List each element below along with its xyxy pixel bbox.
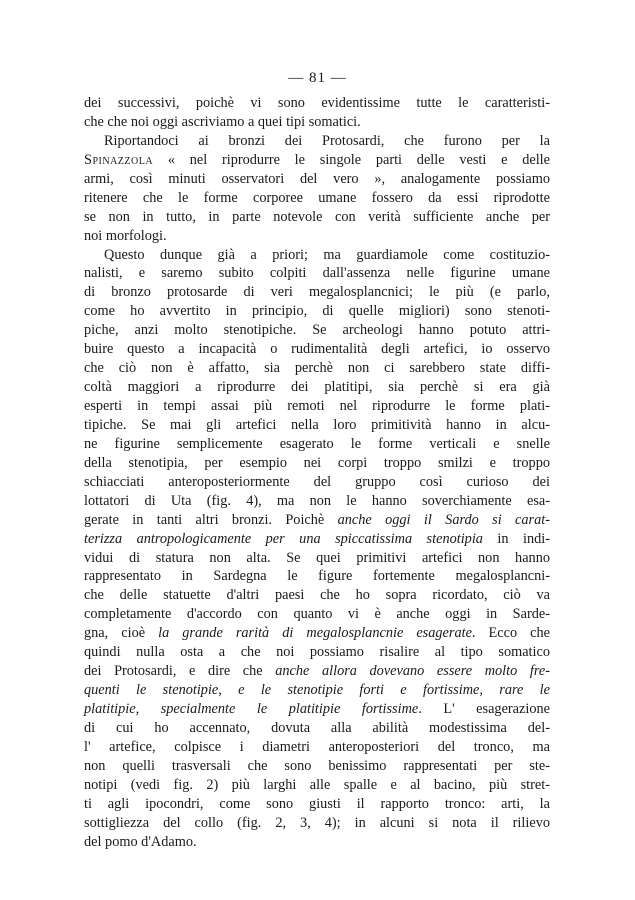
italic-phrase: quenti le stenotipie, e le stenotipie forti e fortissime, rare le [84, 682, 550, 699]
text-line: dei Protosardi, e dire che anche allora dovevano essere molto fre- [84, 663, 550, 680]
text-line: dei successivi, poichè vi sono evidentissime tutte le caratteristi- [84, 95, 550, 111]
italic-phrase: terizza antropologicamente per una spiccatissima stenotipia [84, 530, 483, 547]
text-line: di cui ho accennato, dovuta alla abilità modestissima del- [84, 719, 550, 736]
text-line: di bronzo protosarde di veri megalosplancnici; le più (e parlo, [84, 284, 550, 301]
text-line: della stenotipia, per esempio nei corpi troppo smilzi e troppo [84, 454, 550, 471]
text-line: Riportandoci ai bronzi dei Protosardi, che furono per la [104, 132, 550, 149]
text-line: come ho avvertito in principio, di quelle migliori) sono stenoti- [84, 303, 550, 320]
body-text [84, 94, 550, 852]
text-line: armi, così minuti osservatori del vero », analogamente possiamo [84, 170, 550, 187]
text-line: tipiche. Se mai gli artefici nella loro primitività hanno in alcu- [84, 416, 550, 433]
text-line: esperti in tempi assai più remoti nel riprodurre le forme plati- [84, 398, 550, 414]
author-name: Spinazzola [84, 151, 154, 168]
text-line: non quelli trasversali che sono benissimo rappresentati per ste- [84, 757, 550, 774]
page-number: — 81 — [288, 70, 347, 86]
text-line: Questo dunque già a priori; ma guardiamole come costituzio- [104, 246, 550, 263]
italic-phrase: anche allora dovevano essere molto fre- [275, 663, 550, 680]
text-line: sottigliezza del collo (fig. 2, 3, 4); in alcuni si nota il rilievo [84, 814, 550, 831]
text-line: quindi nulla osta a che noi possiamo risalire al tipo somatico [84, 644, 550, 661]
text-line: platitipie, specialmente le platitipie fortissime. L' esagerazione [84, 701, 550, 717]
text-line: che che noi oggi ascriviamo a quei tipi somatici. [84, 113, 361, 130]
text-line: vidui di statura non alta. Se quei primitivi artefici non hanno [84, 549, 550, 566]
text-line: ritenere che le forme corporee umane fossero da essi riprodotte [84, 189, 550, 206]
text-line: che delle statuette d'altri paesi che ho sopra ricordato, ciò va [84, 587, 550, 604]
text-line: rappresentato in Sardegna le figure fortemente megalosplancni- [84, 568, 550, 585]
text-line: completamente d'accordo con quanto vi è anche oggi in Sarde- [84, 606, 550, 623]
text-line: buire questo a incapacità o rudimentalità degli artefici, io osservo [84, 341, 550, 358]
text-line: notipi (vedi fig. 2) più larghi alle spalle e al bacino, più stret- [84, 776, 550, 793]
text-line: l' artefice, colpisce i diametri anteroposteriori del tronco, ma [84, 738, 550, 755]
text-line: gerate in tanti altri bronzi. Poichè anche oggi il Sardo si carat- [84, 511, 550, 528]
italic-phrase: platitipie, specialmente le platitipie fortissime [84, 701, 419, 717]
italic-phrase: la grande rarità di megalosplancnie esagerate [158, 625, 472, 642]
text-line: se non in tutto, in parte notevole con verità sufficiente anche per [84, 208, 550, 225]
text-line: gna, cioè la grande rarità di megalosplancnie esagerate. Ecco che [84, 625, 550, 642]
text-line: Spinazzola « nel riprodurre le singole parti delle vesti e delle [84, 151, 550, 168]
text-line: del pomo d'Adamo. [84, 833, 197, 850]
text-line: lottatori di Uta (fig. 4), ma non le hanno soverchiamente esa- [84, 492, 550, 509]
text-line [84, 681, 550, 700]
text-line: schiacciati anteroposteriormente del gruppo così curioso dei [84, 473, 550, 490]
text-line: ne figurine semplicemente esagerato le forme verticali e snelle [84, 435, 550, 452]
text-line: terizza antropologicamente per una spiccatissima stenotipia in indi- [84, 530, 550, 547]
text-line: noi morfologi. [84, 227, 167, 244]
text-line: piche, anzi molto stenotipiche. Se archeologi hanno potuto attri- [84, 322, 550, 339]
italic-phrase: anche oggi il Sardo si carat- [337, 511, 550, 528]
text-line: ti agli ipocondri, come sono giusti il rapporto tronco: arti, la [84, 795, 550, 812]
text-line: che ciò non è affatto, sia perchè non ci sarebbero state diffi- [84, 360, 550, 377]
text-line: nalisti, e saremo subito colpiti dall'assenza nelle figurine umane [84, 265, 550, 282]
text-line: coltà maggiori a riprodurre dei platitipi, sia perchè si era già [84, 379, 550, 396]
